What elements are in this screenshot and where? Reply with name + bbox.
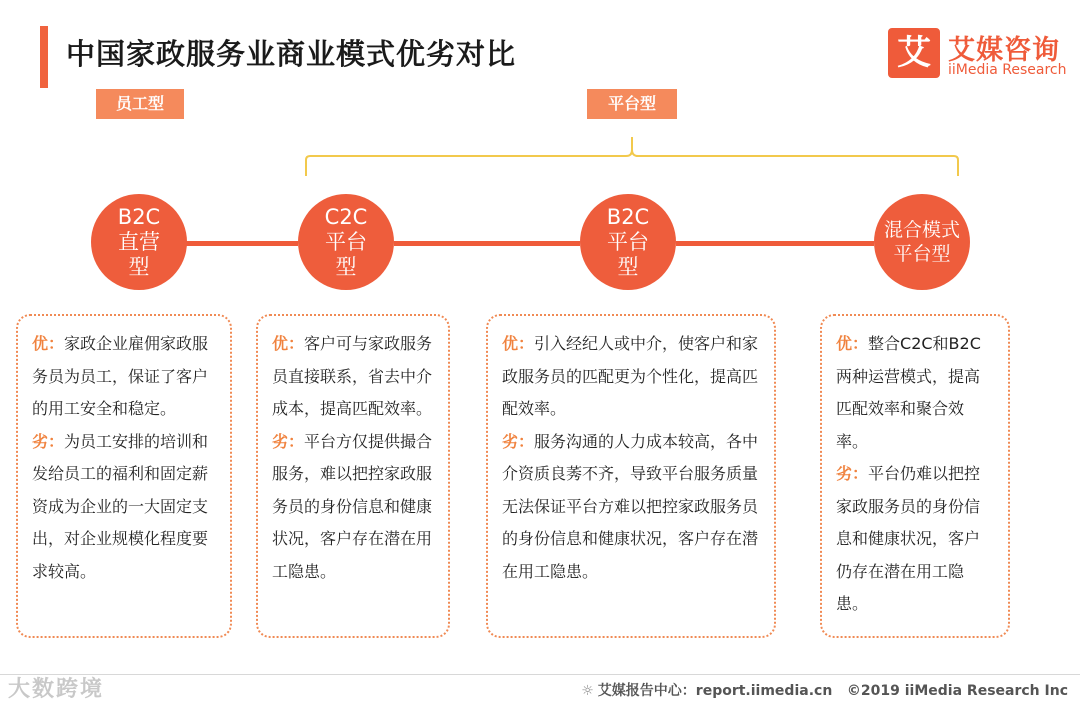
- logo-mark: 艾: [888, 28, 940, 78]
- logo-name-cn: 艾媒咨询: [948, 35, 1060, 66]
- watermark: 大数跨境: [8, 677, 105, 702]
- pro-label: 优：: [32, 334, 65, 353]
- footer-credits: [581, 680, 1068, 700]
- model-circle-c2c-platform: C2C 平台 型: [298, 194, 394, 290]
- con-label: 劣：: [836, 464, 869, 483]
- pro-text: 客户可与家政服务员直接联系，省去中介成本，提高匹配效率。: [272, 334, 433, 418]
- pro-text: 家政企业雇佣家政服务员为员工，保证了客户的用工安全和稳定。: [32, 334, 209, 418]
- model-circle-hybrid-platform: 混合模式 平台型: [874, 194, 970, 290]
- con-label: 劣：: [32, 431, 65, 451]
- con-text: 为员工安排的培训和发给员工的福利和固定薪资成为企业的一大固定支出，对企业规模化程度要求较高。: [32, 431, 209, 581]
- model-circle-b2c-direct: B2C 直营 型: [91, 194, 187, 290]
- logo-name-en: iiMedia Research: [948, 62, 1067, 78]
- footer-divider: [0, 674, 1080, 675]
- tag-platform-type: 平台型: [587, 89, 677, 119]
- card-b2c-platform: [486, 314, 776, 638]
- pro-label: 优：: [502, 334, 535, 353]
- page-title: 中国家政服务业商业模式优劣对比: [66, 37, 517, 71]
- card-b2c-direct: [16, 314, 232, 638]
- footer-source: 艾媒报告中心：report.iimedia.cn: [597, 683, 833, 699]
- tag-employee-type: 员工型: [96, 89, 184, 119]
- pro-text: 整合C2C和B2C两种运营模式，提高匹配效率和聚合效率。: [836, 334, 981, 451]
- card-c2c-platform: [256, 314, 450, 638]
- con-text: 平台仍难以把控家政服务员的身份信息和健康状况，客户仍存在潜在用工隐患。: [836, 464, 981, 613]
- connector-line-3: [676, 241, 874, 246]
- card-hybrid-platform: [820, 314, 1010, 638]
- connector-line-1: [186, 241, 298, 246]
- footer-copyright: ©2019 iiMedia Research Inc: [846, 683, 1068, 699]
- globe-icon: ☼: [581, 683, 594, 699]
- con-text: 服务沟通的人力成本较高，各中介资质良莠不齐，导致平台服务质量无法保证平台方难以把控家政服务员的身份信息和健康状况，客户存在潜在用工隐患。: [502, 431, 759, 581]
- pro-label: 优：: [836, 334, 869, 353]
- con-text: 平台方仅提供撮合服务，难以把控家政服务员的身份信息和健康状况，客户存在潜在用工隐患。: [272, 431, 433, 581]
- pro-text: 引入经纪人或中介，使客户和家政服务员的匹配更为个性化，提高匹配效率。: [502, 334, 759, 418]
- con-label: 劣：: [272, 431, 305, 451]
- con-label: 劣：: [502, 431, 535, 451]
- pro-label: 优：: [272, 334, 305, 353]
- connector-line-2: [394, 241, 580, 246]
- platform-bracket: [0, 0, 1080, 200]
- model-circle-b2c-platform: B2C 平台 型: [580, 194, 676, 290]
